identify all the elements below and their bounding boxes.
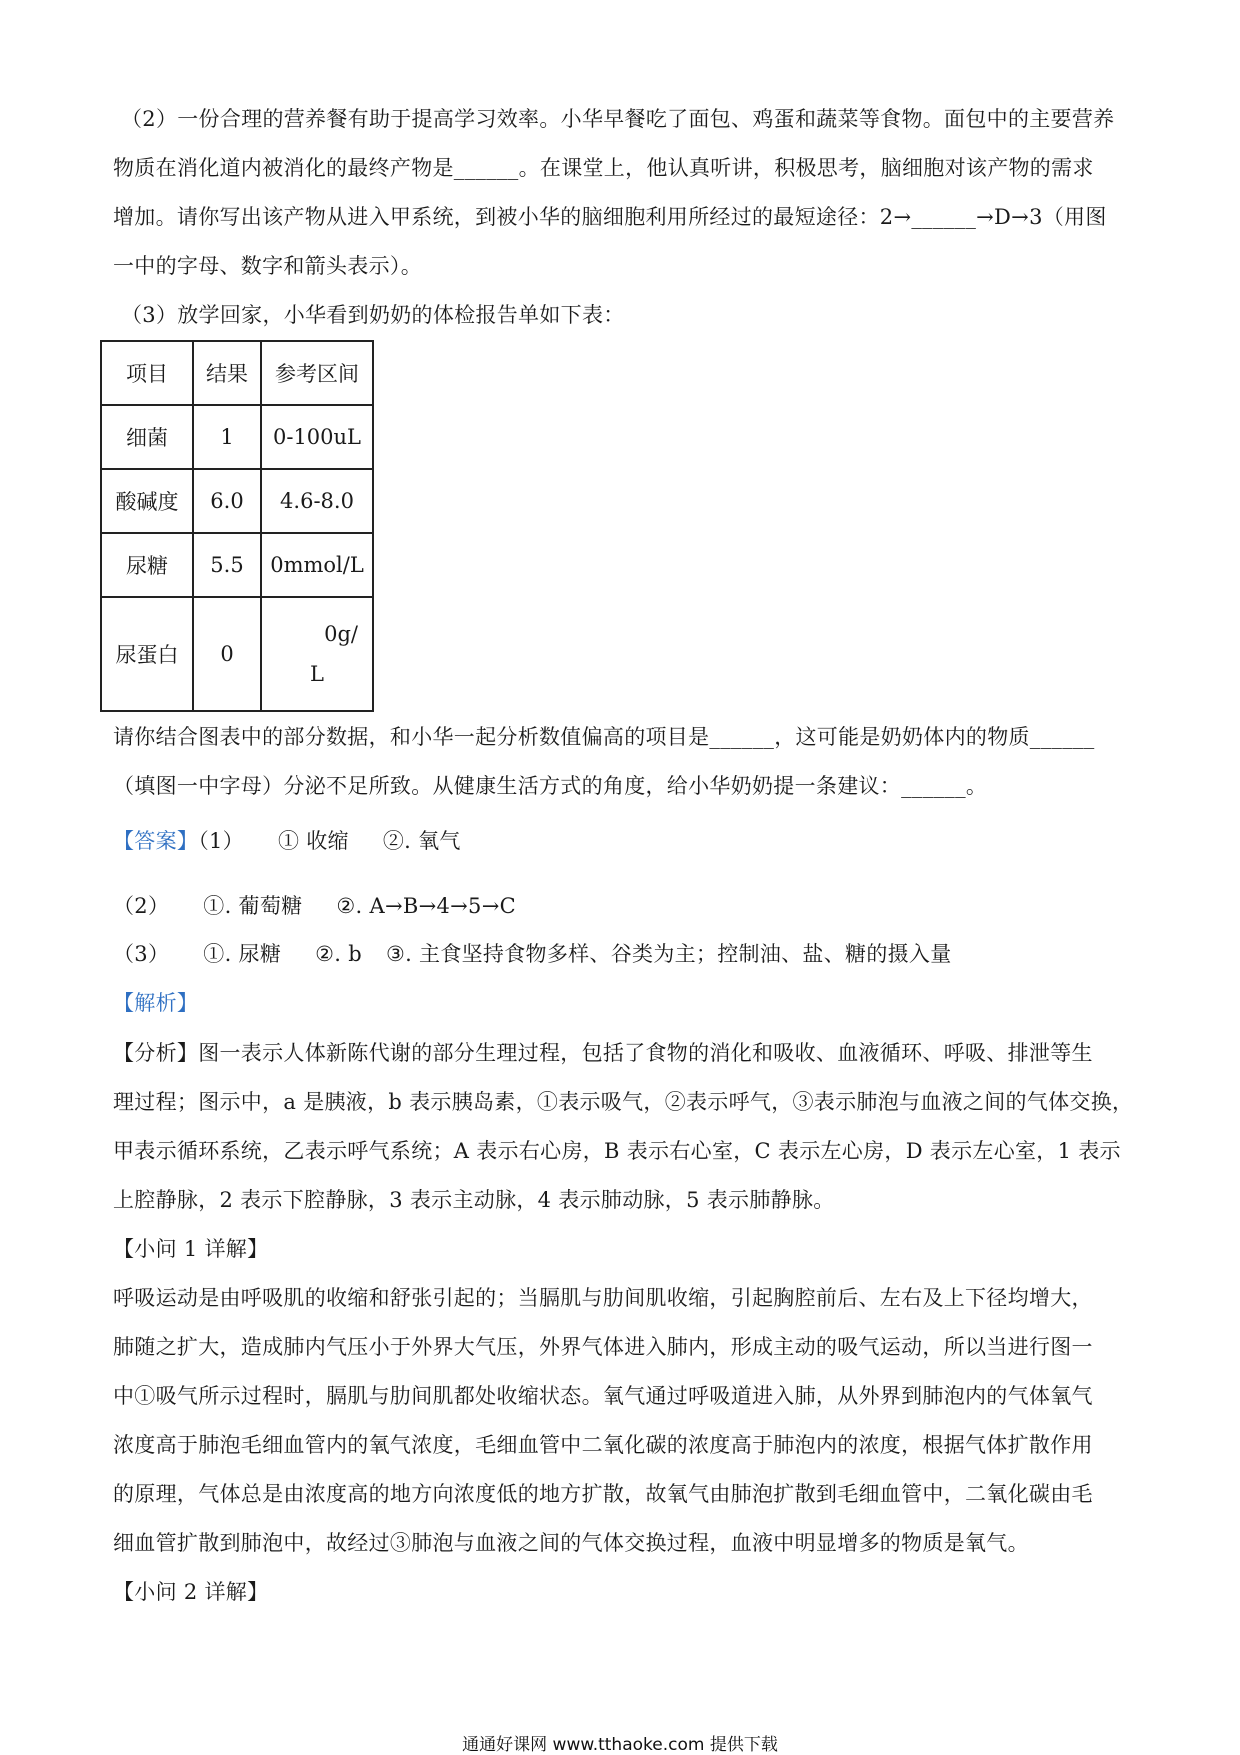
table-row <box>101 533 373 597</box>
q2-line-1: （2）一份合理的营养餐有助于提高学习效率。小华早餐吃了面包、鸡蛋和蔬菜等食物。面包中的主要营养 <box>121 107 1115 131</box>
sub2-title: 【小问 2 详解】 <box>113 1580 269 1604</box>
page-footer: 通通好课网 www.tthaoke.com 提供下载 <box>462 1735 778 1755</box>
table-cell: 1 <box>193 405 261 469</box>
table-cell: 尿蛋白 <box>101 597 193 711</box>
table-cell: 0 <box>193 597 261 711</box>
q3-after-line-1: 请你结合图表中的部分数据，和小华一起分析数值偏高的项目是______，这可能是奶奶体内的物质______ <box>113 725 1095 749</box>
sub1-line: 的原理，气体总是由浓度高的地方向浓度低的地方扩散，故氧气由肺泡扩散到毛细血管中，二氧化碳由毛 <box>113 1482 1093 1506</box>
table-header-cell: 参考区间 <box>261 341 373 405</box>
table-row <box>101 469 373 533</box>
table-header-cell: 项目 <box>101 341 193 405</box>
q2-line-3: 增加。请你写出该产物从进入甲系统，到被小华的脑细胞利用所经过的最短途径：2→______→D→3（用图 <box>113 205 1107 229</box>
answer-p1-a: ① 收缩 <box>277 829 349 853</box>
table-header-cell: 结果 <box>193 341 261 405</box>
answer-label: 【答案】 <box>113 829 199 853</box>
table-row <box>101 597 373 711</box>
answer-p1-num: （1） <box>198 829 244 853</box>
sub1-title: 【小问 1 详解】 <box>113 1237 269 1261</box>
sub1-line: 呼吸运动是由呼吸肌的收缩和舒张引起的；当膈肌与肋间肌收缩，引起胸腔前后、左右及上下径均增大， <box>113 1286 1093 1310</box>
answer-p3-num: （3） <box>113 942 170 966</box>
q2-line-2: 物质在消化道内被消化的最终产物是______。在课堂上，他认真听讲，积极思考，脑细胞对该产物的需求 <box>113 156 1094 180</box>
answer-p2-b: ②. A→B→4→5→C <box>336 894 516 918</box>
sub1-line: 浓度高于肺泡毛细血管内的氧气浓度，毛细血管中二氧化碳的浓度高于肺泡内的浓度，根据气体扩散作用 <box>113 1433 1093 1457</box>
q3-intro: （3）放学回家，小华看到奶奶的体检报告单如下表： <box>121 303 625 327</box>
answer-part-2 <box>113 891 1133 921</box>
analysis-line: 理过程；图示中，a 是胰液，b 表示胰岛素，①表示吸气，②表示呼气，③表示肺泡与血液之间的气体交换， <box>113 1090 1134 1114</box>
answer-p2-a: ①. 葡萄糖 <box>203 894 303 918</box>
sub1-line: 细血管扩散到肺泡中，故经过③肺泡与血液之间的气体交换过程，血液中明显增多的物质是氧气。 <box>113 1531 1029 1555</box>
checkup-report-table <box>100 340 374 712</box>
range-bottom-text: L <box>310 662 324 686</box>
answer-part-3 <box>113 939 1133 969</box>
table-cell: 酸碱度 <box>101 469 193 533</box>
answer-p3-c: ③. 主食坚持食物多样、谷类为主；控制油、盐、糖的摄入量 <box>385 942 952 966</box>
table-cell: 0mmol/L <box>261 533 373 597</box>
table-cell: 细菌 <box>101 405 193 469</box>
table-cell: 尿糖 <box>101 533 193 597</box>
table-header-row <box>101 341 373 405</box>
range-top-text: 0g/ <box>324 622 358 646</box>
table-cell: 5.5 <box>193 533 261 597</box>
answer-part-1 <box>113 826 1133 856</box>
table-row <box>101 405 373 469</box>
table-cell: 0-100uL <box>261 405 373 469</box>
answer-p3-b: ②. b <box>315 942 362 966</box>
table-cell: 6.0 <box>193 469 261 533</box>
analysis-line: 甲表示循环系统，乙表示呼气系统；A 表示右心房，B 表示右心室，C 表示左心房，D 表示左心室，1 表示 <box>113 1139 1121 1163</box>
answer-p2-num: （2） <box>113 894 170 918</box>
analysis-line: 上腔静脉，2 表示下腔静脉，3 表示主动脉，4 表示肺动脉，5 表示肺静脉。 <box>113 1188 835 1212</box>
table-cell-split <box>261 597 373 711</box>
table-cell: 4.6-8.0 <box>261 469 373 533</box>
q3-after-line-2: （填图一中字母）分泌不足所致。从健康生活方式的角度，给小华奶奶提一条建议：______。 <box>113 774 988 798</box>
sub1-line: 中①吸气所示过程时，膈肌与肋间肌都处收缩状态。氧气通过呼吸道进入肺，从外界到肺泡内的气体氧气 <box>113 1384 1093 1408</box>
analysis-line: 【分析】图一表示人体新陈代谢的部分生理过程，包括了食物的消化和吸收、血液循环、呼吸、排泄等生 <box>113 1041 1093 1065</box>
answer-p1-b: ②. 氧气 <box>382 829 461 853</box>
analysis-label: 【解析】 <box>113 991 199 1015</box>
q2-line-4: 一中的字母、数字和箭头表示）。 <box>113 254 422 278</box>
answer-p3-a: ①. 尿糖 <box>203 942 282 966</box>
sub1-line: 肺随之扩大，造成肺内气压小于外界大气压，外界气体进入肺内，形成主动的吸气运动，所以当进行图一 <box>113 1335 1093 1359</box>
